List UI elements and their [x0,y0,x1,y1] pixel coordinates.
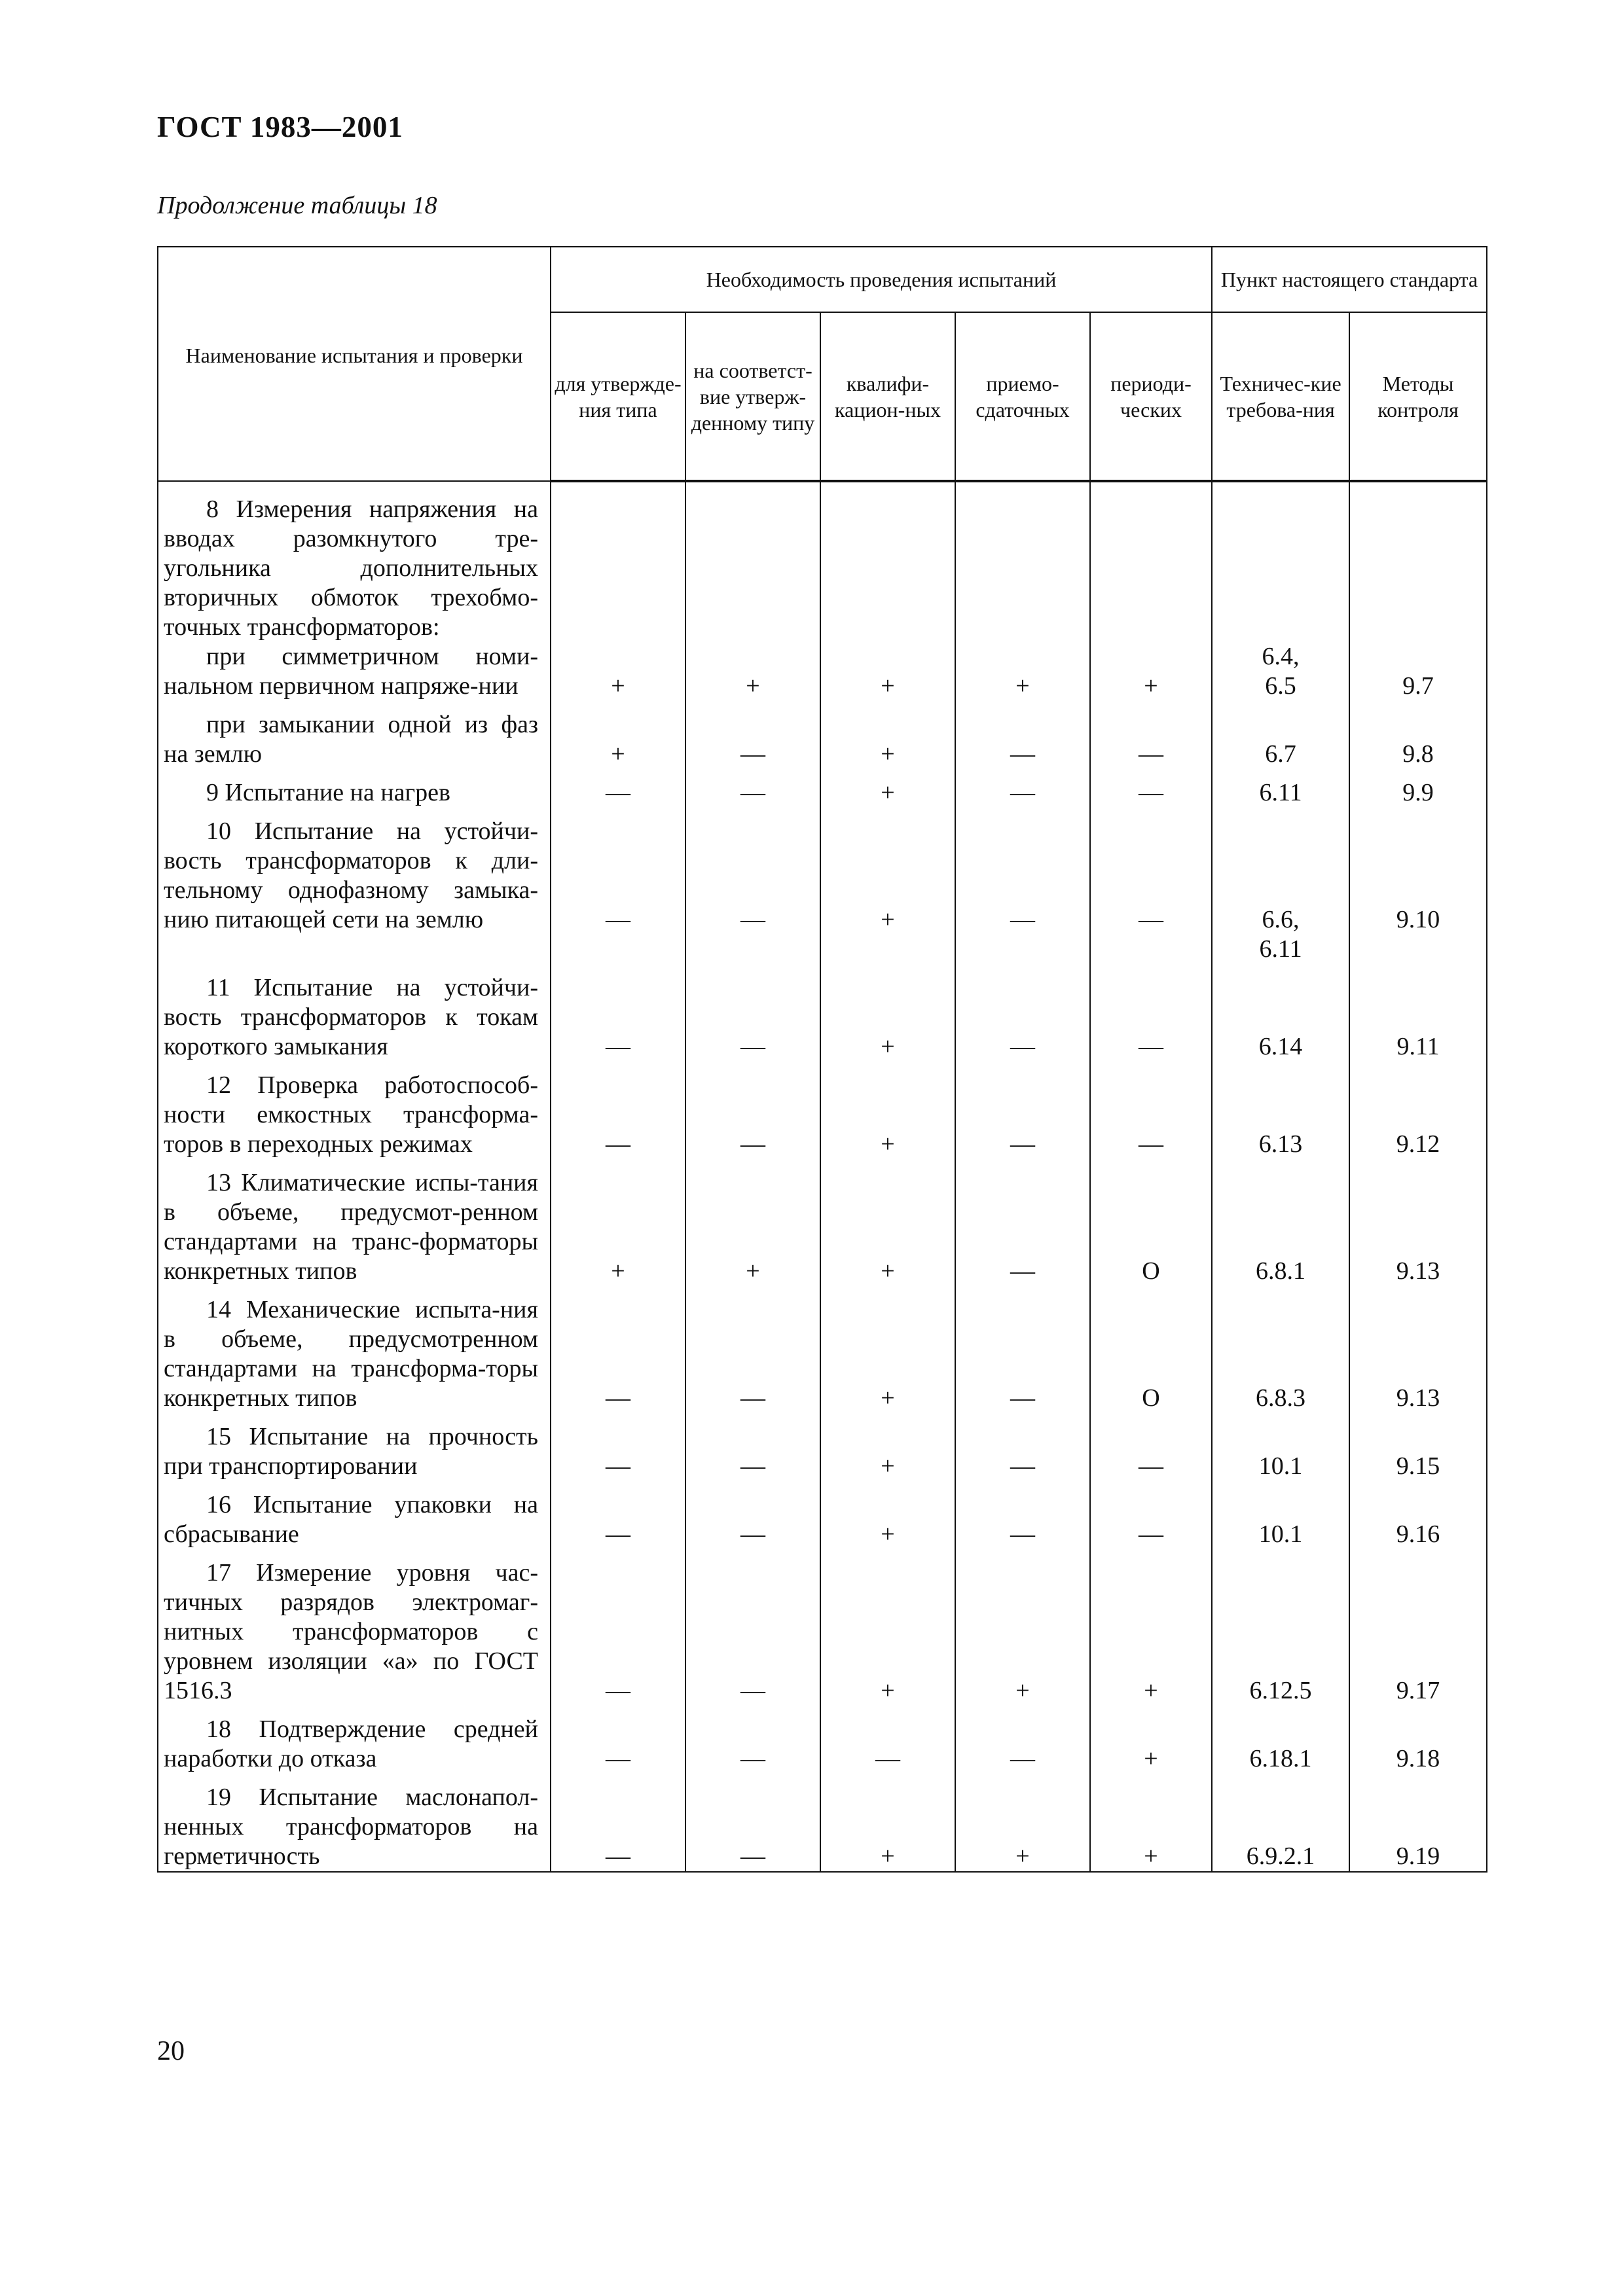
test-name-cell [158,769,551,808]
column-group-necessity: Необходимость проведения испытаний [551,247,1212,312]
control-method-cell: 9.8 [1349,701,1487,769]
mark-type-approval: — [551,1286,685,1413]
mark-type-approval: + [551,1159,685,1286]
mark-periodic: — [1090,964,1212,1062]
mark-periodic: — [1090,701,1212,769]
test-name-text: при симметричном номи-нальном первичном напряже-нии [164,643,538,700]
table-row [158,1062,1487,1159]
column-header-control-methods: Методы контроля [1349,312,1487,481]
mark-type-conformity: — [685,1706,820,1774]
control-method-cell: 9.13 [1349,1286,1487,1413]
mark-periodic: + [1090,1706,1212,1774]
mark-acceptance: + [955,1549,1090,1706]
test-name-cell [158,1159,551,1286]
mark-periodic: — [1090,769,1212,808]
mark-type-conformity: — [685,701,820,769]
mark-type-approval: — [551,964,685,1062]
technical-requirements-cell: 6.6, 6.11 [1212,808,1349,964]
table-row [158,1481,1487,1549]
mark-qualification: + [820,1062,955,1159]
control-method-cell: 9.16 [1349,1481,1487,1549]
mark-type-conformity: + [685,1159,820,1286]
table-row [158,1549,1487,1706]
mark-qualification: + [820,701,955,769]
mark-qualification: + [820,1413,955,1481]
mark-type-approval: — [551,808,685,964]
table-caption: Продолжение таблицы 18 [157,192,437,219]
test-name-cell [158,1062,551,1159]
test-name-text: 18 Подтверждение средней наработки до отказа [164,1715,538,1772]
mark-type-approval: + [551,701,685,769]
test-name-text: 14 Механические испыта-ния в объеме, предусмотренном стандартами на трансформа-торы конкретных типов [164,1296,538,1412]
mark-type-conformity: — [685,1413,820,1481]
mark-qualification: + [820,1286,955,1413]
table-row [158,769,1487,808]
table-row [158,964,1487,1062]
mark-periodic: + [1090,1549,1212,1706]
mark-acceptance: — [955,1413,1090,1481]
mark-type-approval: — [551,1706,685,1774]
test-name-text: 16 Испытание упаковки на сбрасывание [164,1491,538,1548]
mark-acceptance: — [955,1062,1090,1159]
table-row [158,1159,1487,1286]
control-method-cell: 9.9 [1349,769,1487,808]
test-name-cell [158,1286,551,1413]
mark-periodic: О [1090,1159,1212,1286]
mark-acceptance: — [955,769,1090,808]
technical-requirements-cell: 6.12.5 [1212,1549,1349,1706]
test-name-cell [158,701,551,769]
mark-qualification: + [820,1774,955,1872]
table-row [158,481,1487,701]
test-name-text: 9 Испытание на нагрев [206,779,450,806]
test-name-cell [158,1774,551,1872]
mark-type-conformity: — [685,964,820,1062]
table-row [158,1774,1487,1872]
mark-qualification: + [820,1549,955,1706]
test-name-text: 11 Испытание на устойчи-вость трансформаторов к токам короткого замыкания [164,974,538,1060]
technical-requirements-cell: 6.14 [1212,964,1349,1062]
mark-qualification: + [820,808,955,964]
test-name-cell [158,1706,551,1774]
column-header-acceptance: приемо-сдаточных [955,312,1090,481]
control-method-cell: 9.7 [1349,481,1487,701]
control-method-cell: 9.17 [1349,1549,1487,1706]
mark-type-approval: — [551,1774,685,1872]
mark-type-conformity: — [685,1481,820,1549]
mark-type-conformity: + [685,481,820,701]
technical-requirements-cell: 6.18.1 [1212,1706,1349,1774]
table-row [158,1706,1487,1774]
mark-periodic: + [1090,1774,1212,1872]
technical-requirements-cell: 6.4, 6.5 [1212,481,1349,701]
table-row [158,1413,1487,1481]
test-name-text: при замыкании одной из фаз на землю [164,711,538,768]
mark-periodic: + [1090,481,1212,701]
mark-type-conformity: — [685,1286,820,1413]
technical-requirements-cell: 6.7 [1212,701,1349,769]
control-method-cell: 9.10 [1349,808,1487,964]
mark-acceptance: — [955,701,1090,769]
test-name-text: 15 Испытание на прочность при транспортировании [164,1423,538,1480]
control-method-cell: 9.13 [1349,1159,1487,1286]
mark-acceptance: — [955,1481,1090,1549]
column-header-test-name: Наименование испытания и проверки [158,247,551,481]
column-header-qualification: квалифи-кацион-ных [820,312,955,481]
mark-type-conformity: — [685,769,820,808]
mark-type-approval: — [551,1413,685,1481]
page-number: 20 [157,2036,185,2066]
mark-qualification: + [820,1159,955,1286]
technical-requirements-cell: 6.13 [1212,1062,1349,1159]
test-name-cell [158,808,551,964]
mark-type-approval: — [551,1062,685,1159]
mark-qualification: — [820,1706,955,1774]
mark-acceptance: + [955,1774,1090,1872]
table-body [158,481,1487,1872]
technical-requirements-cell: 6.9.2.1 [1212,1774,1349,1872]
test-name-text: 8 Измерения напряжения на вводах разомкнутого тре-угольника дополнительных вторичных обмоток трехобмо-точных трансформаторов: [164,495,538,641]
test-name-text: 10 Испытание на устойчи-вость трансформаторов к дли-тельному однофазному замыка-нию питающей сети на землю [164,817,538,933]
mark-acceptance: + [955,481,1090,701]
table-row [158,1286,1487,1413]
technical-requirements-cell: 6.8.3 [1212,1286,1349,1413]
test-name-cell [158,1481,551,1549]
test-name-text: 13 Климатические испы-тания в объеме, предусмот-ренном стандартами на транс-форматоры конкретных типов [164,1169,538,1285]
mark-qualification: + [820,964,955,1062]
technical-requirements-cell: 6.11 [1212,769,1349,808]
test-name-text: 19 Испытание маслонапол-ненных трансформаторов на герметичность [164,1784,538,1870]
mark-acceptance: — [955,964,1090,1062]
mark-type-approval: — [551,1549,685,1706]
mark-periodic: — [1090,1413,1212,1481]
column-header-periodic: периоди-ческих [1090,312,1212,481]
mark-periodic: — [1090,1062,1212,1159]
mark-type-conformity: — [685,808,820,964]
mark-type-conformity: — [685,1549,820,1706]
tests-table [157,246,1487,1873]
mark-type-conformity: — [685,1062,820,1159]
technical-requirements-cell: 10.1 [1212,1481,1349,1549]
table-row [158,808,1487,964]
mark-periodic: О [1090,1286,1212,1413]
mark-acceptance: — [955,1286,1090,1413]
technical-requirements-cell: 10.1 [1212,1413,1349,1481]
mark-qualification: + [820,1481,955,1549]
control-method-cell: 9.12 [1349,1062,1487,1159]
mark-periodic: — [1090,808,1212,964]
document-title: ГОСТ 1983—2001 [157,111,403,143]
control-method-cell: 9.19 [1349,1774,1487,1872]
technical-requirements-cell: 6.8.1 [1212,1159,1349,1286]
mark-type-approval: — [551,1481,685,1549]
test-name-cell [158,964,551,1062]
control-method-cell: 9.18 [1349,1706,1487,1774]
test-name-cell [158,1413,551,1481]
mark-acceptance: — [955,1159,1090,1286]
table-row [158,701,1487,769]
column-header-type-conformity: на соответст-вие утверж-денному типу [685,312,820,481]
column-header-type-approval: для утвержде-ния типа [551,312,685,481]
mark-periodic: — [1090,1481,1212,1549]
column-header-technical-requirements: Техничес-кие требова-ния [1212,312,1349,481]
column-group-clause: Пункт настоящего стандарта [1212,247,1487,312]
control-method-cell: 9.15 [1349,1413,1487,1481]
mark-qualification: + [820,481,955,701]
test-name-text: 17 Измерение уровня час-тичных разрядов электромаг-нитных трансформаторов с уровнем изоляции «а» по ГОСТ 1516.3 [164,1559,538,1704]
mark-type-approval: — [551,769,685,808]
mark-acceptance: — [955,1706,1090,1774]
test-name-cell [158,1549,551,1706]
mark-qualification: + [820,769,955,808]
control-method-cell: 9.11 [1349,964,1487,1062]
mark-type-approval: + [551,481,685,701]
mark-type-conformity: — [685,1774,820,1872]
mark-acceptance: — [955,808,1090,964]
test-name-text: 12 Проверка работоспособ-ности емкостных трансформа-торов в переходных режимах [164,1071,538,1158]
test-name-cell [158,481,551,701]
